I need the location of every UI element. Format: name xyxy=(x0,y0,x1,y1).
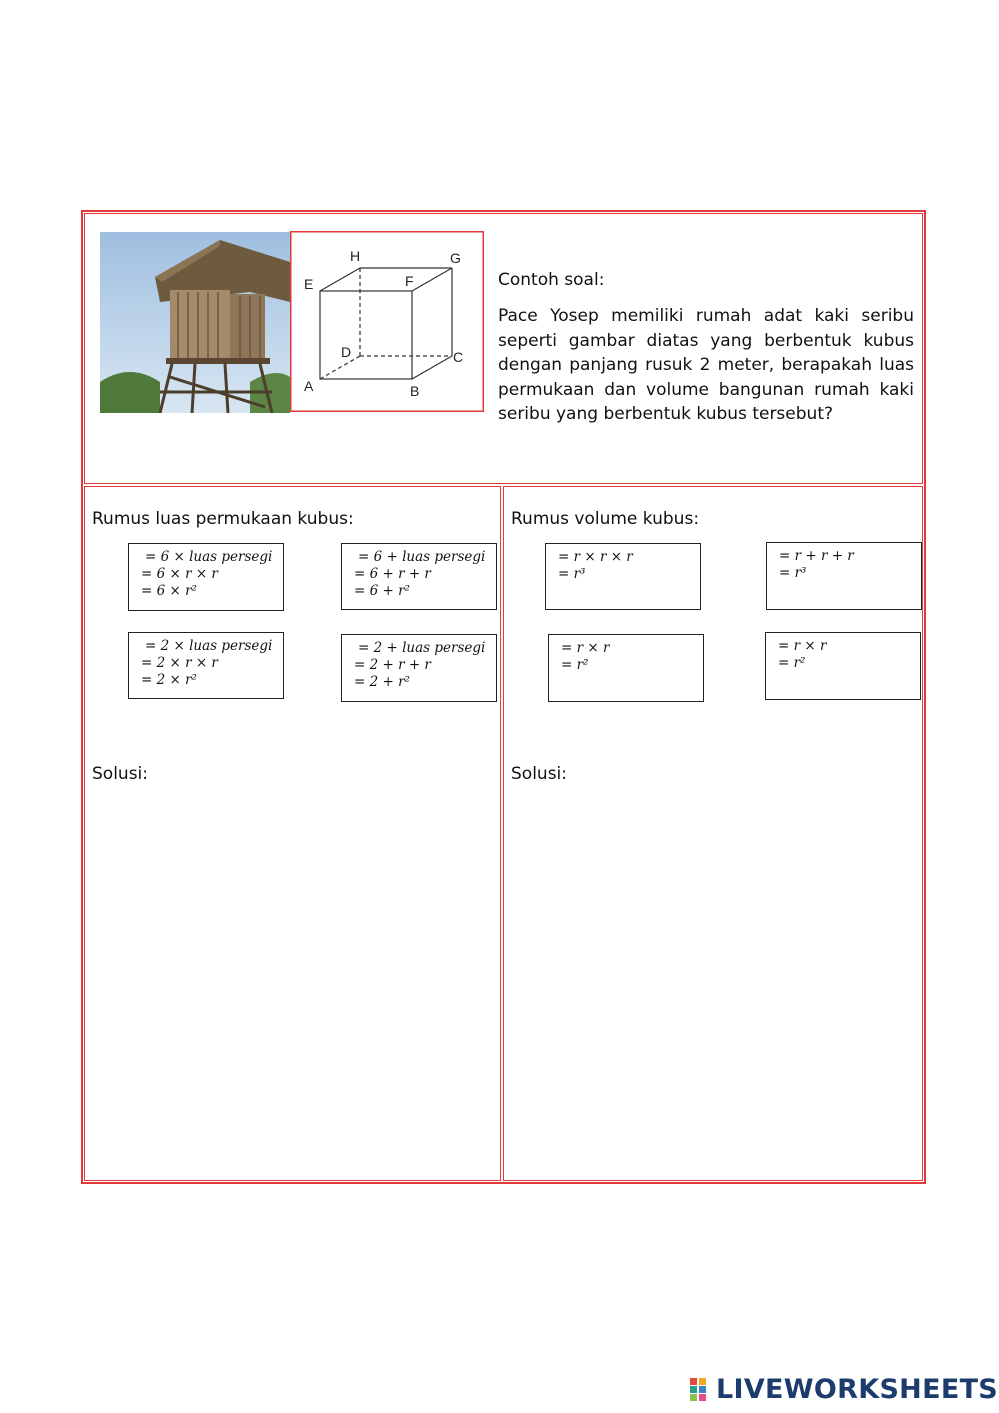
cube-label-d: D xyxy=(341,344,352,360)
volume-option-1[interactable] xyxy=(545,543,701,610)
surface-solution-area[interactable] xyxy=(92,792,492,1172)
problem-heading: Contoh soal: xyxy=(498,270,605,290)
brand-name: LIVEWORKSHEETS xyxy=(716,1374,999,1405)
surface-option-2[interactable] xyxy=(341,543,497,610)
formula-line: = 6 + luas persegi xyxy=(358,549,486,565)
cube-label-a: A xyxy=(304,378,314,394)
formula-line: = r + r + r xyxy=(779,548,854,564)
cube-diagram xyxy=(290,231,484,412)
formula-line: = 6 × luas persegi xyxy=(145,549,273,565)
formula-line: = 2 × luas persegi xyxy=(145,638,273,654)
surface-option-4[interactable] xyxy=(341,634,497,702)
formula-line: = r² xyxy=(561,657,589,673)
formula-line: = r × r xyxy=(561,640,610,656)
formula-line: = 2 + r² xyxy=(354,674,410,690)
formula-line: = 6 + r² xyxy=(354,583,410,599)
volume-option-3[interactable] xyxy=(548,634,704,702)
formula-line: = 6 × r × r xyxy=(141,566,218,582)
volume-solution-area[interactable] xyxy=(511,792,911,1172)
surface-option-3[interactable] xyxy=(128,632,284,699)
liveworksheets-logo xyxy=(690,1374,999,1406)
problem-text: Pace Yosep memiliki rumah adat kaki seribu seperti gambar diatas yang berbentuk kubus dengan panjang rusuk 2 meter, berapakah luas permukaan dan volume bangunan rumah kaki seribu yang berbentuk kubus tersebut? xyxy=(498,306,914,424)
formula-line: = 6 × r² xyxy=(141,583,197,599)
surface-solution-label: Solusi: xyxy=(92,764,148,784)
volume-solution-label: Solusi: xyxy=(511,764,567,784)
formula-line: = r × r xyxy=(778,638,827,654)
formula-line: = r² xyxy=(778,655,806,671)
formula-line: = r × r × r xyxy=(558,549,633,565)
formula-line: = 6 + r + r xyxy=(354,566,431,582)
logo-blocks-icon xyxy=(690,1378,716,1402)
formula-line: = 2 × r² xyxy=(141,672,197,688)
cube-label-b: B xyxy=(410,383,420,399)
cube-label-h: H xyxy=(350,248,361,264)
cube-label-c: C xyxy=(453,349,464,365)
formula-line: = r³ xyxy=(779,565,807,581)
formula-line: = 2 + luas persegi xyxy=(358,640,486,656)
cube-label-f: F xyxy=(405,273,414,289)
formula-line: = 2 + r + r xyxy=(354,657,431,673)
cube-label-g: G xyxy=(450,250,461,266)
volume-option-2[interactable] xyxy=(766,542,922,610)
volume-option-4[interactable] xyxy=(765,632,921,700)
house-photo xyxy=(100,232,290,413)
volume-heading: Rumus volume kubus: xyxy=(511,509,700,529)
formula-line: = 2 × r × r xyxy=(141,655,218,671)
formula-line: = r³ xyxy=(558,566,586,582)
cube-label-e: E xyxy=(304,276,314,292)
surface-area-heading: Rumus luas permukaan kubus: xyxy=(92,509,354,529)
surface-option-1[interactable] xyxy=(128,543,284,611)
